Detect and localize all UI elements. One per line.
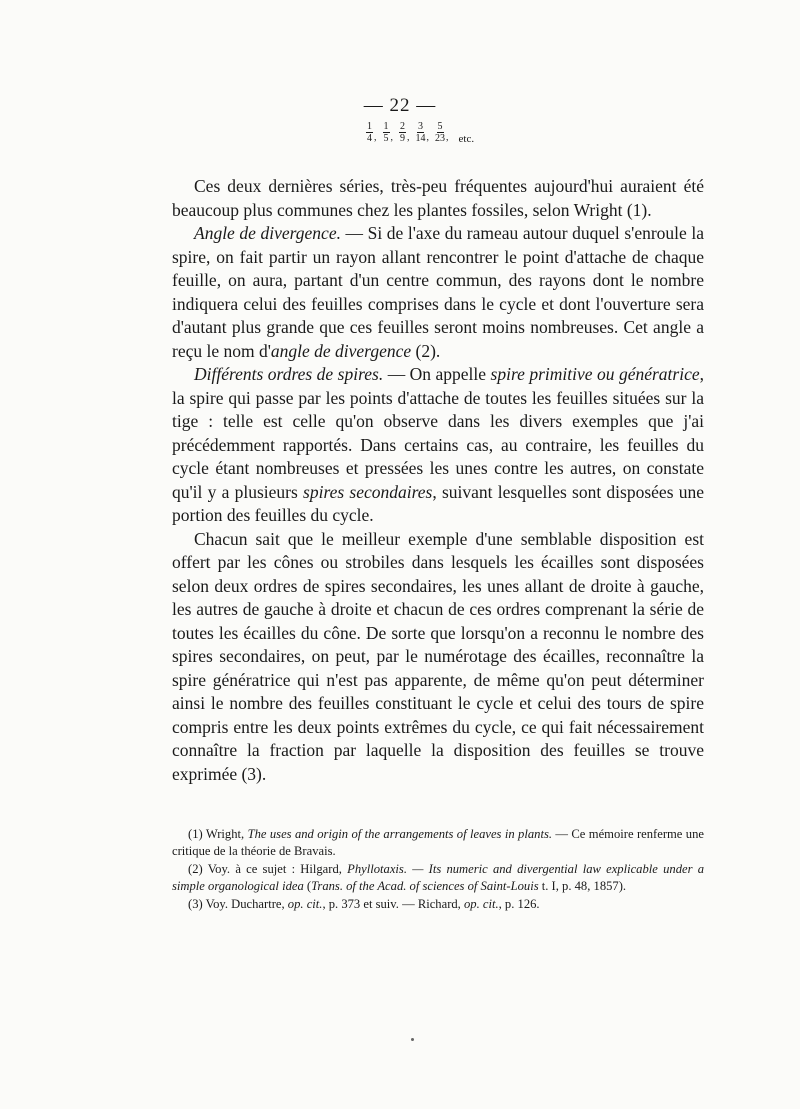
fraction-denominator: 4	[367, 133, 372, 144]
paragraph: Différents ordres de spires. — On appelle spire primitive ou génératrice, la spire qui passe par les points d'attache de toutes les feuilles situées sur la tige : telle est celle qu'on observe dans les divers exemples que j'ai précédemment rapportés. Dans certains cas, au contraire, les feuilles du cycle étant nombreuses et pressées les unes contre les autres, on constate qu'il y a plusieurs spires secondaires, suivant lesquelles sont disposées une portion des feuilles du cycle.	[172, 364, 704, 525]
citation-ref: op. cit.	[287, 896, 323, 911]
term: angle de divergence	[270, 340, 412, 361]
fraction-etc: etc.	[458, 133, 475, 145]
fraction-numerator: 1	[367, 121, 372, 132]
footnote: (3) Voy. Duchartre, op. cit., p. 373 et suiv. — Richard, op. cit., p. 126.	[188, 896, 540, 911]
fraction-series	[366, 121, 474, 145]
fraction-denominator: 5	[383, 133, 389, 144]
footnote: (1) Wright, The uses and origin of the arrangements of leaves in plants. — Ce mémoire renferme une critique de la théorie de Bravais.	[172, 827, 704, 859]
term: spires secondaires	[303, 481, 433, 502]
paragraph: Angle de divergence. — Si de l'axe du rameau autour duquel s'enroule la spire, on fait partir un rayon allant rencontrer le point d'attache de chaque feuille, on aura, partant d'un centre commun, des rayons dont le nombre indiquera celui des feuilles comprises dans le cycle et dont l'ouverture sera d'autant plus grande que ces feuilles seront moins nombreuses. Cet angle a reçu le nom d'angle de divergence (2).	[172, 223, 704, 361]
citation-title: The uses and origin of the arrangements of leaves in plants.	[247, 827, 552, 841]
fraction-numerator: 5	[437, 121, 443, 132]
paper-speck	[411, 1038, 414, 1041]
citation-ref: op. cit.	[463, 896, 499, 911]
fraction-denominator: 14	[415, 133, 426, 144]
fraction: $\frac{2}{9}$ ,	[400, 121, 410, 144]
body-text	[172, 175, 704, 786]
section-heading: Différents ordres de spires.	[194, 364, 384, 384]
footnotes	[172, 826, 704, 913]
paragraph: Chacun sait que le meilleur exemple d'une semblable disposition est offert par les cônes ou strobiles dans lesquels les écailles sont disposées selon deux ordres de spires secondaires, les unes allant de droite à gauche, les autres de gauche à droite et chacun de ces ordres comprenant la série de toutes les écailles du cône. De sorte que lorsqu'on a reconnu le nombre des spires secondaires, on peut, par le numérotage des écailles, reconnaître la spire génératrice qui n'est pas apparente, de même qu'on peut déterminer ainsi le nombre des feuilles constituant le cycle et celui des tours de spire compris entre les deux points extrêmes du cycle, ce qui fait nécessairement connaître la fraction par laquelle la disposition des feuilles se trouve exprimée (3).	[172, 528, 704, 784]
fraction-numerator: 3	[418, 121, 423, 132]
fraction: $\frac{1}{4}$ ,	[367, 121, 377, 144]
page-number: — 22 —	[363, 95, 437, 116]
citation-journal: Trans. of the Acad. of sciences of Saint-Louis	[311, 879, 539, 894]
fraction-denominator: 9	[400, 133, 405, 144]
fraction: $\frac{5}{23}$ ,	[435, 121, 449, 144]
citation-title: Phyllotaxis. — Its numeric and divergential law explicable under a simple organological idea	[172, 861, 705, 894]
paragraph: Ces deux dernières séries, très-peu fréquentes aujourd'hui auraient été beaucoup plus communes chez les plantes fossiles, selon Wright (1).	[172, 176, 704, 220]
fraction: $\frac{1}{5}$ ,	[383, 121, 393, 144]
fraction-numerator: 2	[400, 121, 405, 132]
fraction-numerator: 1	[383, 121, 389, 132]
fraction: $\frac{3}{14}$ ,	[415, 121, 429, 144]
fraction-denominator: 23	[435, 133, 445, 144]
term: spire primitive ou génératrice	[490, 364, 700, 384]
section-heading: Angle de divergence.	[194, 223, 341, 243]
footnote: (2) Voy. à ce sujet : Hilgard, Phyllotaxis. — Its numeric and divergential law explicable under a simple organological idea (Trans. of the Acad. of sciences of Saint-Louis t. I, p. 48, 1857).	[172, 861, 705, 894]
